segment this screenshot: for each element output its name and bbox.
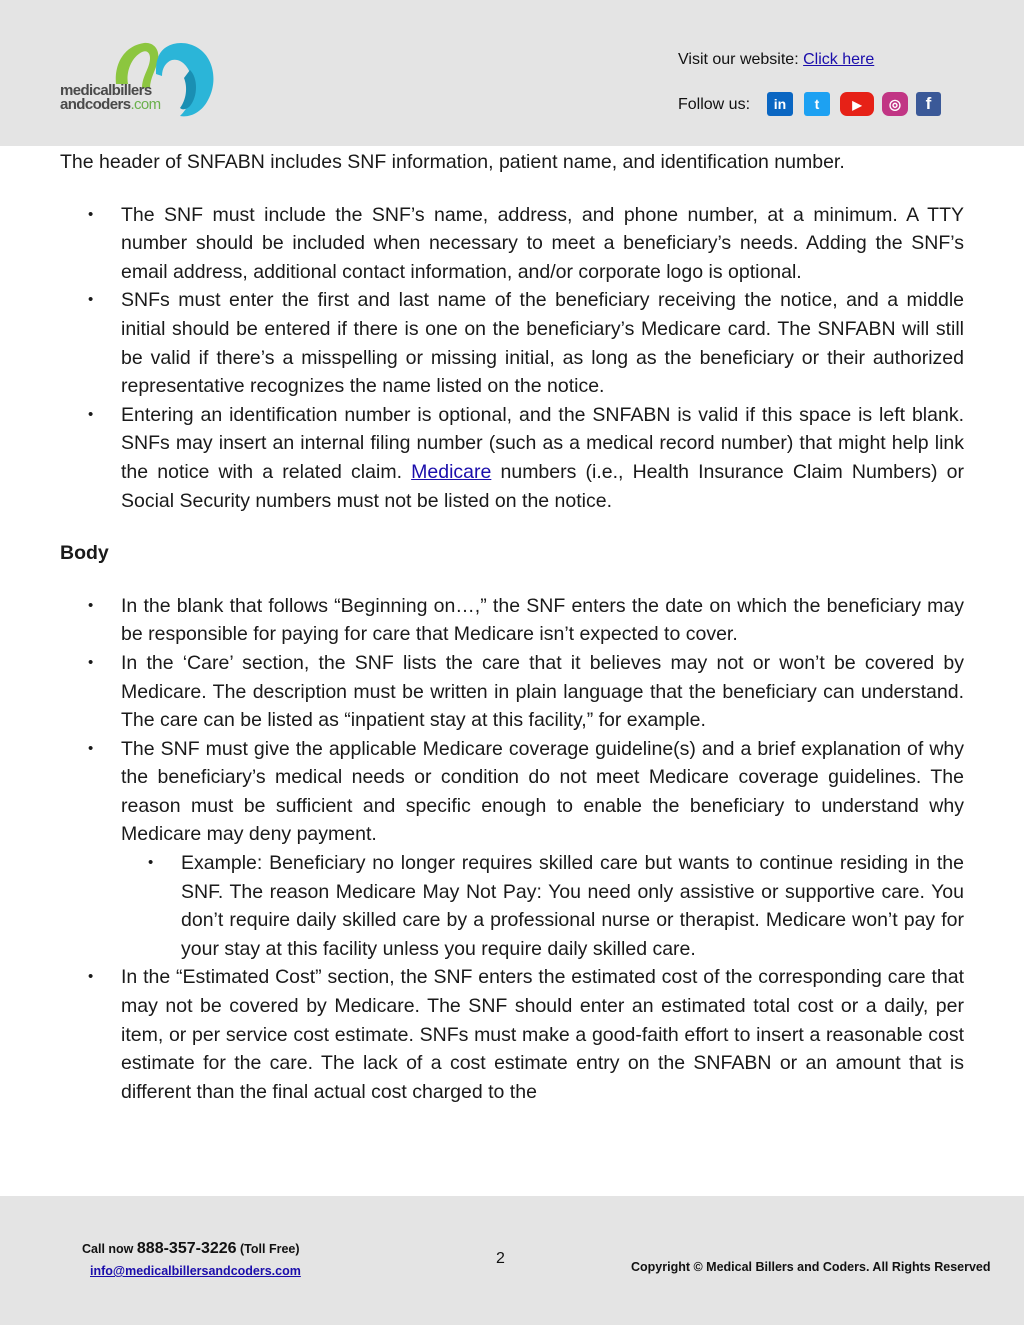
youtube-glyph: ▶	[852, 98, 862, 112]
email-link[interactable]: info@medicalbillersandcoders.com	[90, 1264, 301, 1278]
logo-line1: medicalbillers	[60, 82, 152, 99]
call-label: Call now	[82, 1242, 134, 1256]
follow-label: Follow us:	[678, 96, 751, 113]
visit-website	[678, 51, 874, 69]
logo-suffix: .com	[130, 96, 161, 113]
sub-bullet-list	[121, 849, 964, 963]
section-heading-body: Body	[60, 542, 109, 565]
id-bullet-text-1: Entering an identification number is optional, and the SNFABN is valid if this space is left blank. SNFs may insert an internal filing number (such as a medical record number) that might help link the notice with a related claim.	[121, 403, 964, 483]
twitter-icon[interactable]	[804, 92, 830, 116]
company-logo[interactable]	[58, 40, 218, 122]
phone-number[interactable]: 888-357-3226	[136, 1240, 237, 1257]
copyright-text: Copyright © Medical Billers and Coders. All Rights Reserved	[631, 1260, 991, 1274]
intro-paragraph: The header of SNFABN includes SNF information, patient name, and identification number.	[60, 151, 845, 173]
toll-free-label: (Toll Free)	[240, 1242, 300, 1256]
twitter-glyph: t	[814, 96, 820, 112]
logo-line2: andcoders	[60, 96, 131, 113]
page-header	[0, 0, 1024, 146]
list-item: • In the ‘Care’ section, the SNF lists the care that it believes may not or won’t be covered by Medicare. The description must be written in plain language that the beneficiary can understand. The care can be listed as “inpatient stay at this facility,” for example.	[60, 649, 964, 735]
website-link[interactable]: Click here	[803, 51, 875, 68]
call-now	[82, 1240, 300, 1258]
instagram-glyph: ◎	[888, 96, 902, 112]
facebook-icon[interactable]	[916, 92, 941, 116]
facebook-glyph: f	[925, 94, 932, 113]
example-item: • Example: Beneficiary no longer requires skilled care but wants to continue residing in the SNF. The reason Medicare May Not Pay: You need only assistive or supportive care. You don’t require daily skilled care by a professional nurse or therapist. Medicare won’t pay for your stay at this facility unless you require daily skilled care.	[121, 849, 964, 963]
header-bullet-list	[60, 201, 964, 516]
body-bullet-list	[60, 592, 964, 1107]
page-number: 2	[496, 1250, 505, 1267]
list-item: • In the “Estimated Cost” section, the SNF enters the estimated cost of the corresponding care that may not be covered by Medicare. The SNF should enter an estimated total cost or a daily, per item, or per service cost estimate. SNFs must make a good-faith effort to insert a reasonable cost estimate for the care. The lack of a cost estimate entry on the SNFABN or an amount that is different than the final actual cost charged to the	[60, 963, 964, 1106]
medicare-link[interactable]: Medicare	[411, 460, 492, 483]
instagram-icon[interactable]	[882, 92, 908, 116]
list-item	[60, 735, 964, 964]
linkedin-glyph: in	[773, 96, 787, 112]
list-item: • In the blank that follows “Beginning on…,” the SNF enters the date on which the beneficiary may be responsible for paying for care that Medicare isn’t expected to cover.	[60, 592, 964, 649]
logo-wordmark	[60, 84, 161, 112]
linkedin-icon[interactable]	[767, 92, 793, 116]
id-bullet-text-2: numbers (i.e., Health Insurance Claim Numbers) or Social Security numbers must not be listed on the notice.	[121, 460, 964, 512]
visit-label: Visit our website:	[678, 51, 799, 68]
page-footer	[0, 1196, 1024, 1325]
list-item: • SNFs must enter the first and last name of the beneficiary receiving the notice, and a middle initial should be entered if there is one on the beneficiary’s Medicare card. The SNFABN will still be valid if there’s a misspelling or missing initial, as long as the beneficiary or their authorized representative recognizes the name listed on the notice.	[60, 286, 964, 400]
youtube-icon[interactable]	[840, 92, 874, 116]
guideline-bullet-text: The SNF must give the applicable Medicare coverage guideline(s) and a brief explanation of why the beneficiary’s medical needs or condition do not meet Medicare coverage guidelines. The reason must be sufficient and specific enough to enable the beneficiary to understand why Medicare may deny payment.	[121, 737, 964, 846]
list-item: • The SNF must include the SNF’s name, address, and phone number, at a minimum. A TTY number should be included when necessary to meet a beneficiary’s needs. Adding the SNF’s email address, additional contact information, and/or corporate logo is optional.	[60, 201, 964, 287]
document-body	[60, 146, 964, 1106]
list-item	[60, 401, 964, 515]
